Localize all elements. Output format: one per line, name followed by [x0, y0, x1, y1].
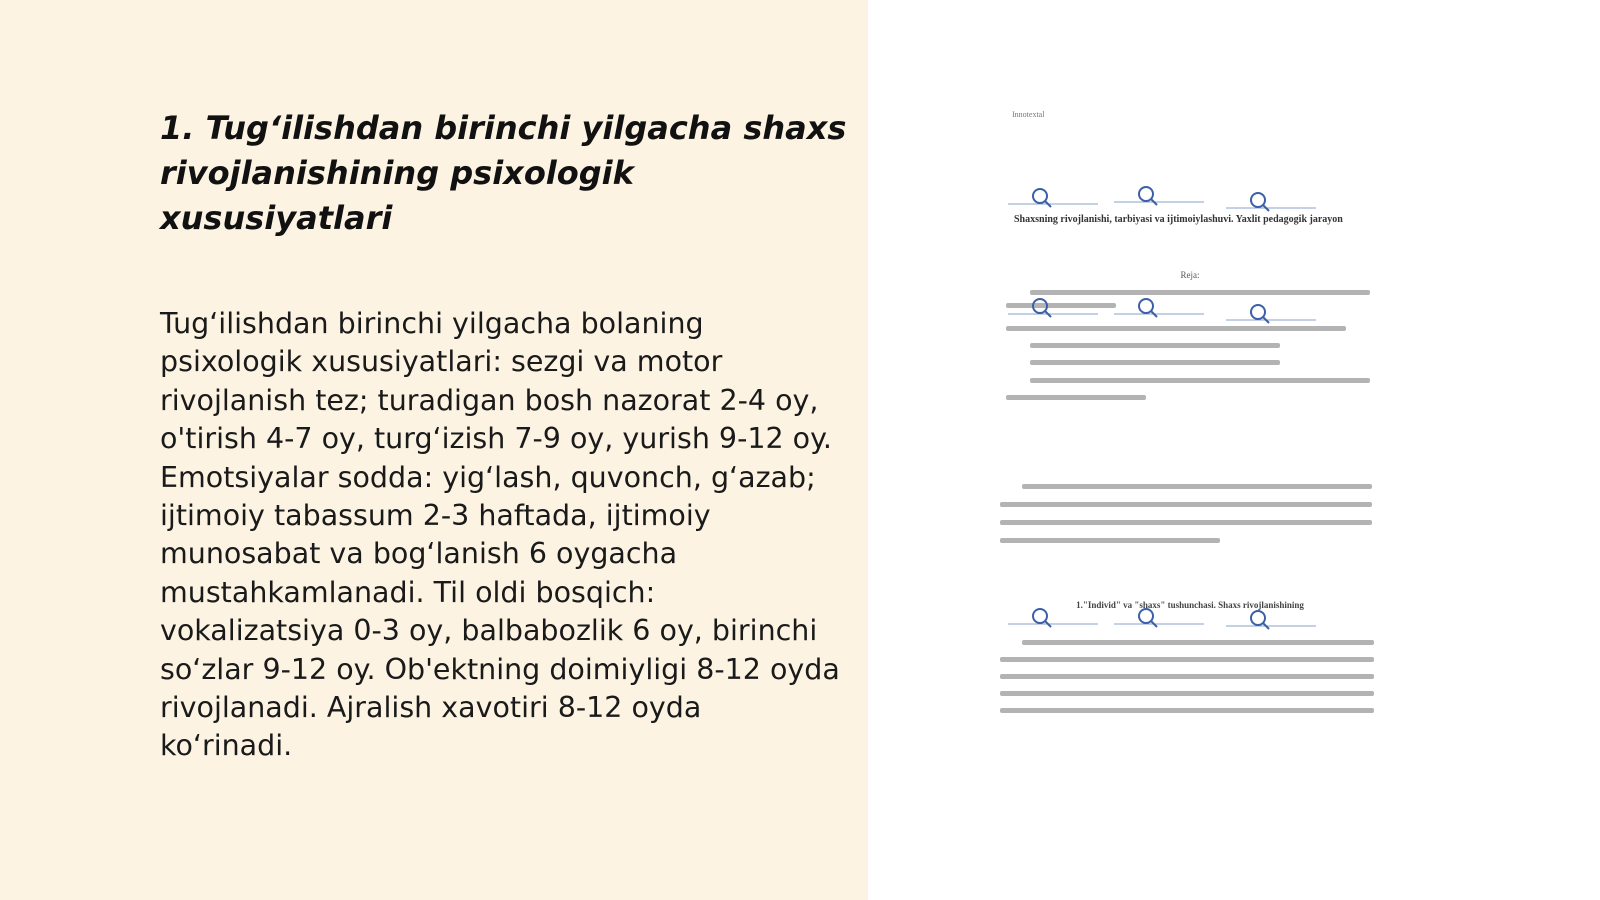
document-text-line [1030, 343, 1280, 348]
magnifier-stamp-icon [998, 294, 1108, 336]
document-text-line [1000, 520, 1372, 525]
document-text-line [1000, 674, 1374, 679]
document-header: Innotextal [1012, 110, 1045, 119]
document-text-line [1022, 484, 1372, 489]
magnifier-stamp-icon [1104, 294, 1214, 336]
document-text-line [1030, 360, 1280, 365]
document-text-line [1000, 502, 1372, 507]
document-reja-label: Reja: [1180, 270, 1200, 280]
slide-body-text: Tug‘ilishdan birinchi yilgacha bolaning psixologik xususiyatlari: sezgi va motor rivojlanish tez; turadigan bosh nazorat 2-4 oy, o'tirish 4-7 oy, turg‘izish 7-9 oy, yurish 9-12 oy. Emotsiyalar sodda: yig‘lash, quvonch, g‘azab; ijtimoiy tabassum 2-3 haftada, ijtimoiy munosabat va bog‘lanish 6 oygacha mustahkamlanadi. Til oldi bosqich: vokalizatsiya 0-3 oy, balbabozlik 6 oy, birinchi so‘zlar 9-12 oy. Ob'ektning doimiyligi 8-12 oyda rivojlanadi. Ajralish xavotiri 8-12 oyda ko‘rinadi. [160, 307, 840, 763]
document-text-line [1000, 691, 1374, 696]
document-text-line [1030, 378, 1370, 383]
document-text-line [1006, 395, 1146, 400]
document-text-line [1000, 657, 1374, 662]
document-text-line [1000, 538, 1220, 543]
document-text-line [1022, 640, 1374, 645]
document-text-line [1000, 708, 1374, 713]
document-section-heading: 1."Individ" va "shaxs" tushunchasi. Shaxs rivojlanishining [1076, 600, 1304, 610]
document-image [1000, 100, 1380, 740]
magnifier-stamp-icon [1216, 300, 1326, 342]
document-heading: Shaxsning rivojlanishi, tarbiyasi va ijtimoiylashuvi. Yaxlit pedagogik jarayon [1014, 214, 1343, 225]
slide-title: 1. Tug‘ilishdan birinchi yilgacha shaxs rivojlanishining psixologik xususiyatlari [160, 109, 847, 237]
